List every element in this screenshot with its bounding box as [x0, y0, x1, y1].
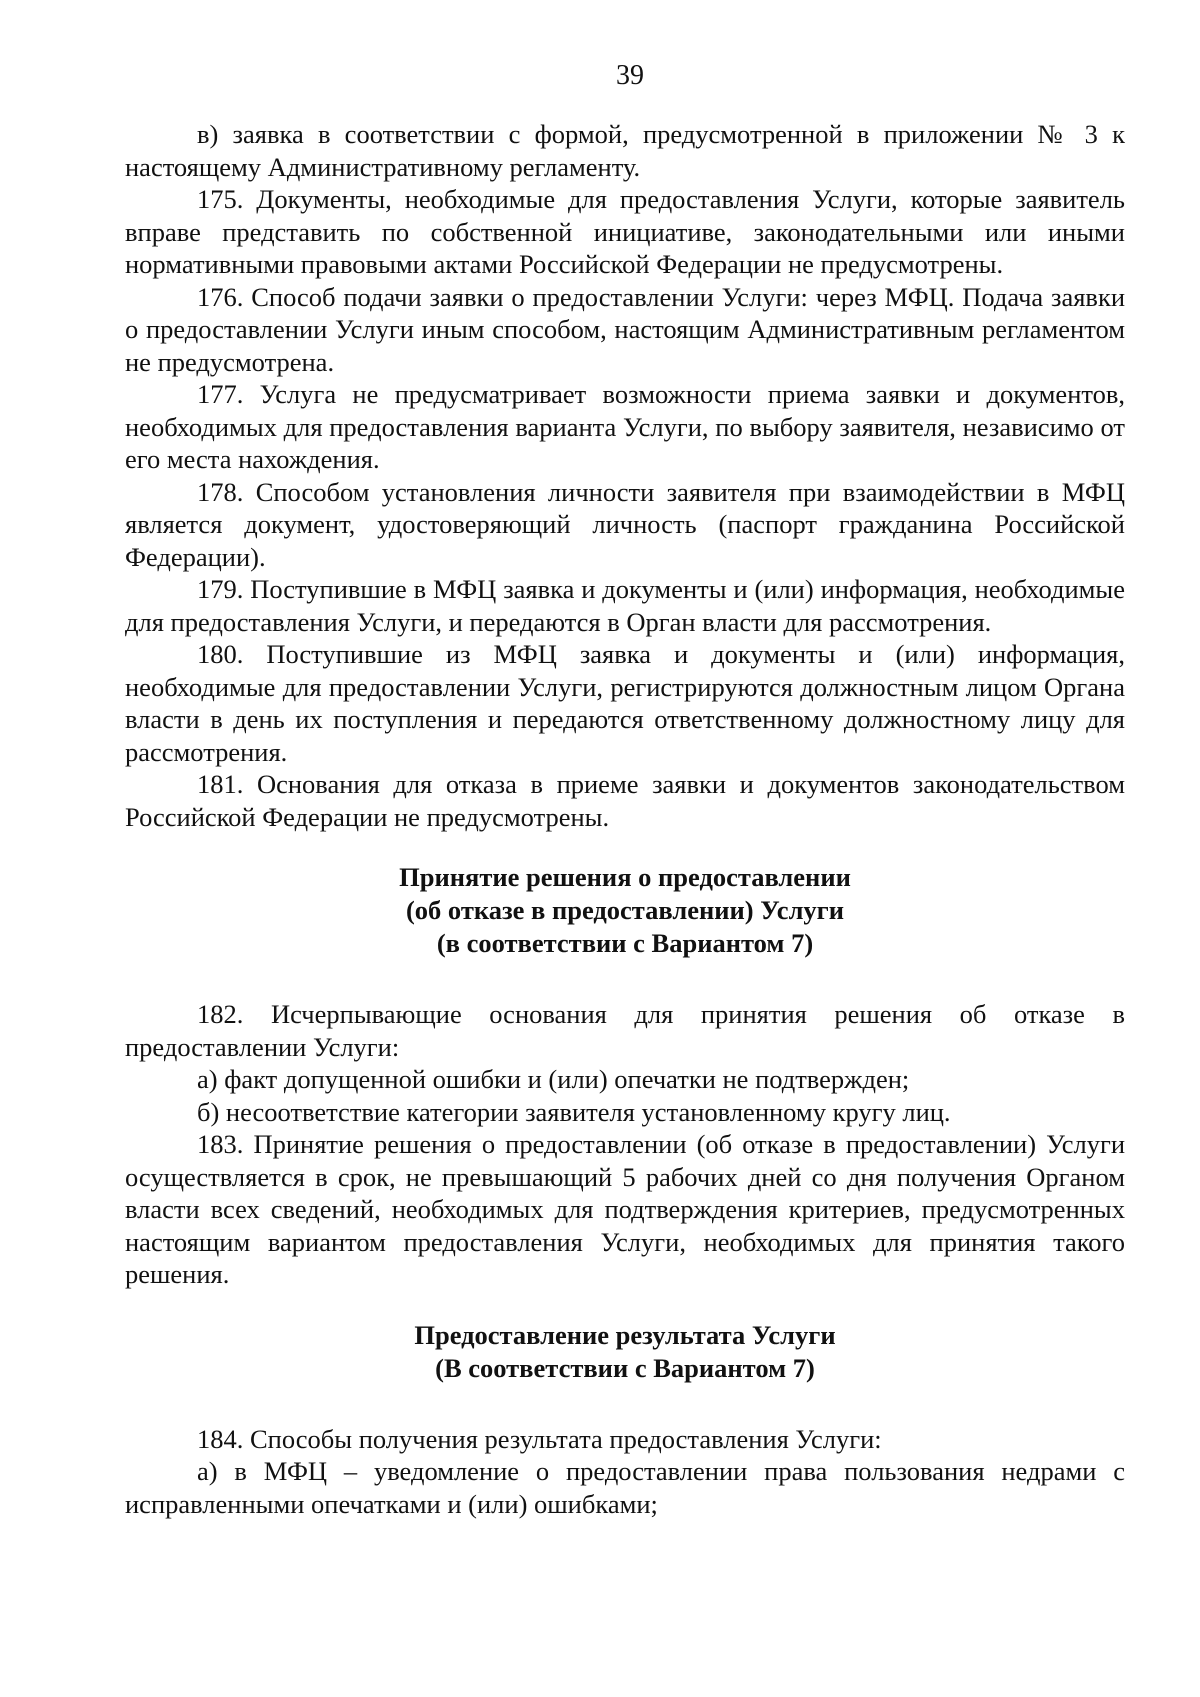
paragraph-175: 175. Документы, необходимые для предоставления Услуги, которые заявитель вправе представить по собственной инициативе, законодательными или иными нормативными правовыми актами Российской Федерации не предусмотрены.: [125, 184, 1125, 279]
section-paragraphs-3: [125, 1423, 1125, 1521]
section-paragraphs-2: [125, 998, 1125, 1291]
paragraph-176: 176. Способ подачи заявки о предоставлении Услуги: через МФЦ. Подача заявки о предоставлении Услуги иным способом, настоящим Административным регламентом не предусмотрена.: [125, 281, 1125, 377]
paragraph-item-a: а) факт допущенной ошибки и (или) опечатки не подтвержден;: [197, 1064, 910, 1094]
heading-line: (В соответствии с Вариантом 7): [435, 1352, 815, 1383]
paragraph-178: 178. Способом установления личности заявителя при взаимодействии в МФЦ является документ, удостоверяющий личность (паспорт гражданина Российской Федерации).: [125, 476, 1125, 572]
paragraph-179: 179. Поступившие в МФЦ заявка и документы и (или) информация, необходимые для предоставления Услуги, и передаются в Орган власти для рассмотрения.: [125, 574, 1125, 637]
section-heading-decision: [125, 861, 1125, 960]
heading-line: (об отказе в предоставлении) Услуги: [405, 895, 844, 925]
paragraph-item-a-mfc: а) в МФЦ – уведомление о предоставлении права пользования недрами с исправленными опечатками и (или) ошибками;: [125, 1456, 1125, 1519]
section-paragraphs-1: [125, 118, 1125, 833]
heading-line: (в соответствии с Вариантом 7): [436, 928, 814, 958]
page-number: 39: [616, 60, 644, 91]
heading-line: Принятие решения о предоставлении: [399, 862, 851, 892]
document-page: [125, 60, 1125, 1520]
paragraph-182: 182. Исчерпывающие основания для принятия решения об отказе в предоставлении Услуги:: [125, 999, 1125, 1062]
paragraph-180: 180. Поступившие из МФЦ заявка и документы и (или) информация, необходимые для предоставлении Услуги, регистрируются должностным лицом Органа власти в день их поступления и передаются ответственному должностному лицу для рассмотрения.: [125, 639, 1125, 767]
heading-line: Предоставление результата Услуги: [414, 1319, 836, 1350]
paragraph-item-v: в) заявка в соответствии с формой, предусмотренной в приложении № 3 к настоящему Административному регламенту.: [125, 119, 1125, 182]
section-heading-result: [125, 1319, 1125, 1385]
paragraph-183: 183. Принятие решения о предоставлении (об отказе в предоставлении) Услуги осуществляется в срок, не превышающий 5 рабочих дней со дня получения Органом власти всех сведений, необходимых для подтверждения критериев, предусмотренных настоящим вариантом предоставления Услуги, необходимых для принятия такого решения.: [125, 1129, 1125, 1289]
paragraph-181: 181. Основания для отказа в приеме заявки и документов законодательством Российской Федерации не предусмотрены.: [125, 769, 1125, 832]
paragraph-184: 184. Способы получения результата предоставления Услуги:: [197, 1423, 882, 1454]
paragraph-item-b: б) несоответствие категории заявителя установленному кругу лиц.: [197, 1096, 951, 1127]
paragraph-177: 177. Услуга не предусматривает возможности приема заявки и документов, необходимых для предоставления варианта Услуги, по выбору заявителя, независимо от его места нахождения.: [125, 379, 1125, 474]
